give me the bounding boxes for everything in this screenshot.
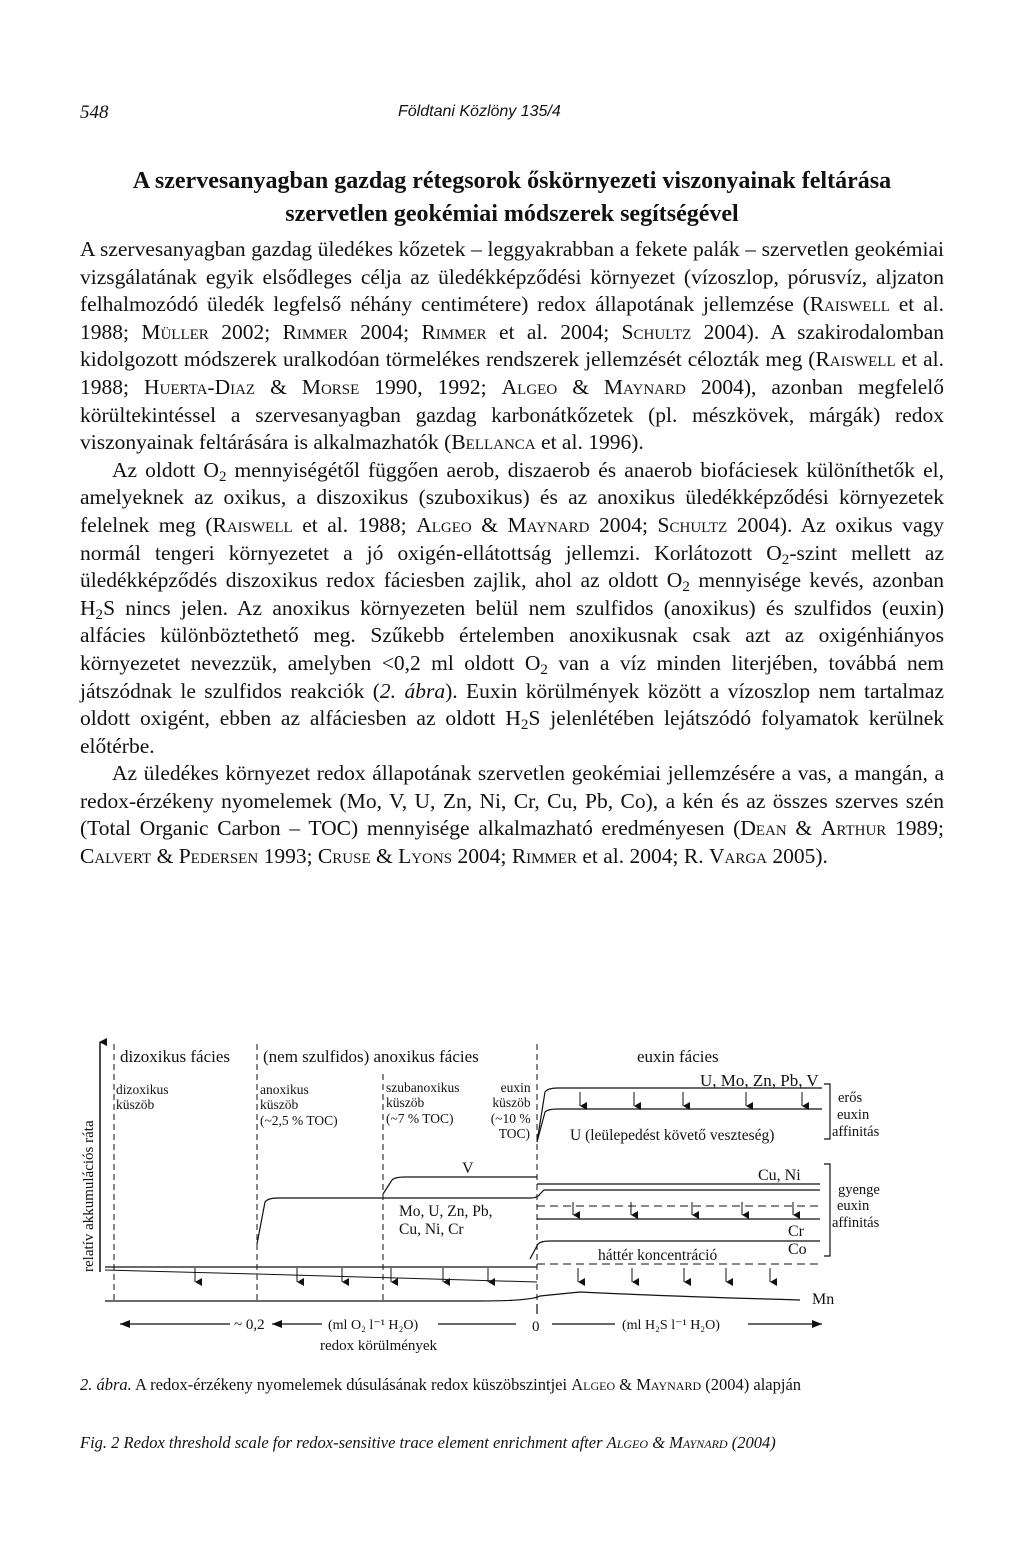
mid-curve [257, 1190, 820, 1244]
strong-affinity-label: erős euxin affinitás [832, 1090, 880, 1140]
title-line-2: szervetlen geokémiai módszerek segítségével [285, 201, 739, 227]
strong-group-label: U, Mo, Zn, Pb, V [700, 1071, 819, 1090]
paragraph-1: A szervesanyagban gazdag üledékes kőzetek – leggyakrabban a fekete palák – szervetlen geokémiai vizsgálatának egyik elsődleges célja az üledékképződési környezet (vízoszlop, pórusvíz, aljzaton felhalmozódó üledék legfelső néhány centimétere) redox állapotának jellemzése (Raiswell et al. 1988; Müller 2002; Rimmer 2004; Rimmer et al. 2004; Schultz 2004). A szakirodalomban kidolgozott módszerek uralkodóan törmelékes rendszerek jellemzését célozták meg (Raiswell et al. 1988; Huerta-Diaz & Morse 1990, 1992; Algeo & Maynard 2004), azonban megfelelő körültekintéssel a szervesanyagban gazdag karbonátkőzetek (pl. mészkövek, márgák) redox viszonyainak feltárására is alkalmazhatók (Bellanca et al. 1996). [80, 237, 944, 455]
section-title [80, 165, 944, 231]
cu-ni-label: Cu, Ni [758, 1167, 801, 1184]
figure-2 [60, 1034, 960, 1364]
background-label: háttér koncentráció [598, 1247, 718, 1264]
background-lower [105, 1270, 537, 1282]
cr-label: Cr [788, 1223, 804, 1240]
figure-caption-english: Fig. 2 Redox threshold scale for redox-sensitive trace element enrichment after Algeo & Maynard (2004) [80, 1433, 776, 1452]
running-header [80, 102, 944, 126]
figure-reference: 2. ábra [379, 678, 446, 703]
v-curve [383, 1177, 537, 1194]
facies-euxinic: euxin fácies [637, 1047, 719, 1066]
mid-group-label: Mo, U, Zn, Pb, Cu, Ni, Cr [399, 1203, 493, 1238]
threshold-dysoxic: dizoxikus küszöb [116, 1082, 169, 1112]
axis-zero: 0 [532, 1319, 540, 1335]
strong-brace [824, 1084, 830, 1139]
figure-caption: 2. ábra. A redox-érzékeny nyomelemek dúsulásának redox küszöbszintjei Algeo & Maynard (2004) alapján [80, 1375, 802, 1394]
redox-threshold-diagram [60, 1034, 960, 1364]
weak-brace [824, 1164, 830, 1256]
axis-h2s-unit: (ml H₂S l⁻¹ H₂O) [622, 1318, 720, 1333]
facies-dysoxic: dizoxikus fácies [120, 1047, 230, 1066]
threshold-suboxic: szubanoxikus küszöb (~7 % TOC) [386, 1080, 460, 1126]
y-axis-label: relatív akkumulációs ráta [81, 1120, 97, 1272]
axis-value-02: ~ 0,2 [234, 1317, 265, 1333]
mn-curve [105, 1292, 800, 1301]
strong-arrows [580, 1092, 802, 1106]
page-number: 548 [80, 102, 109, 123]
threshold-euxinic: euxin küszöb (~10 % TOC) [490, 1080, 531, 1141]
title-line-1: A szervesanyagban gazdag rétegsorok őskörnyezeti viszonyainak feltárása [132, 168, 892, 194]
threshold-anoxic: anoxikus küszöb (~2,5 % TOC) [260, 1082, 338, 1128]
v-label: V [462, 1160, 474, 1177]
u-loss-label: U (leülepedést követő veszteség) [570, 1127, 775, 1144]
axis-o2-unit: (ml O₂ l⁻¹ H₂O) [328, 1318, 419, 1333]
paragraph-3: Az üledékes környezet redox állapotának szervetlen geokémiai jellemzésére a vas, a mangán, a redox-érzékeny nyomelemek (Mo, V, U, Zn, Ni, Cr, Cu, Pb, Co), a kén és az összes szerves szén (Total Organic Carbon – TOC) mennyisége alkalmazható eredményesen (Dean & Arthur 1989; Calvert & Pedersen 1993; Cruse & Lyons 2004; Rimmer et al. 2004; R. Varga 2005). [80, 761, 944, 869]
co-label: Co [788, 1241, 807, 1258]
journal-name: Földtani Közlöny 135/4 [398, 103, 561, 120]
paragraph-2: Az oldott $O_2$ mennyiségétől függően aerob, diszaerob és anaerob biofáciesek különíthetők el, amelyeknek az oxikus, a diszoxikus (szuboxikus) és az anoxikus üledékképződési környezetek felelnek meg (Raiswell et al. 1988; Algeo & Maynard 2004; Schultz 2004). Az oxikus vagy normál tengeri környezetet a jó oxigén-ellátottság jellemzi. Korlátozott $O_2$-szint mellett az üledékképződés diszoxikus redox fáciesben zajlik, ahol az oldott $O_2$ mennyisége kevés, azonban $H_2S$ nincs jelen. Az anoxikus környezeten belül nem szulfidos (anoxikus) és szulfidos (euxin) alfácies különböztethető meg. Szűkebb értelemben anoxikusnak csak azt az oxigénhiányos környezetet nevezzük, amelyben <0,2 ml oldott $O_2$ van a víz minden literjében, továbbá nem játszódnak le szulfidos reakciók (2. ábra). Euxin körülmények között a vízoszlop nem tartalmaz oldott oxigént, ebben az alfáciesben az oldott $H_2S$ jelenlétében lejátszódó folyamatok kerülnek előtérbe. [80, 457, 945, 758]
axis-conditions-label: redox körülmények [320, 1338, 438, 1354]
body-text [80, 236, 944, 871]
weak-affinity-label: gyenge euxin affinitás [832, 1182, 880, 1231]
mn-label: Mn [812, 1291, 835, 1308]
weak-arrows [573, 1202, 793, 1215]
facies-anoxic: (nem szulfidos) anoxikus fácies [263, 1047, 479, 1066]
